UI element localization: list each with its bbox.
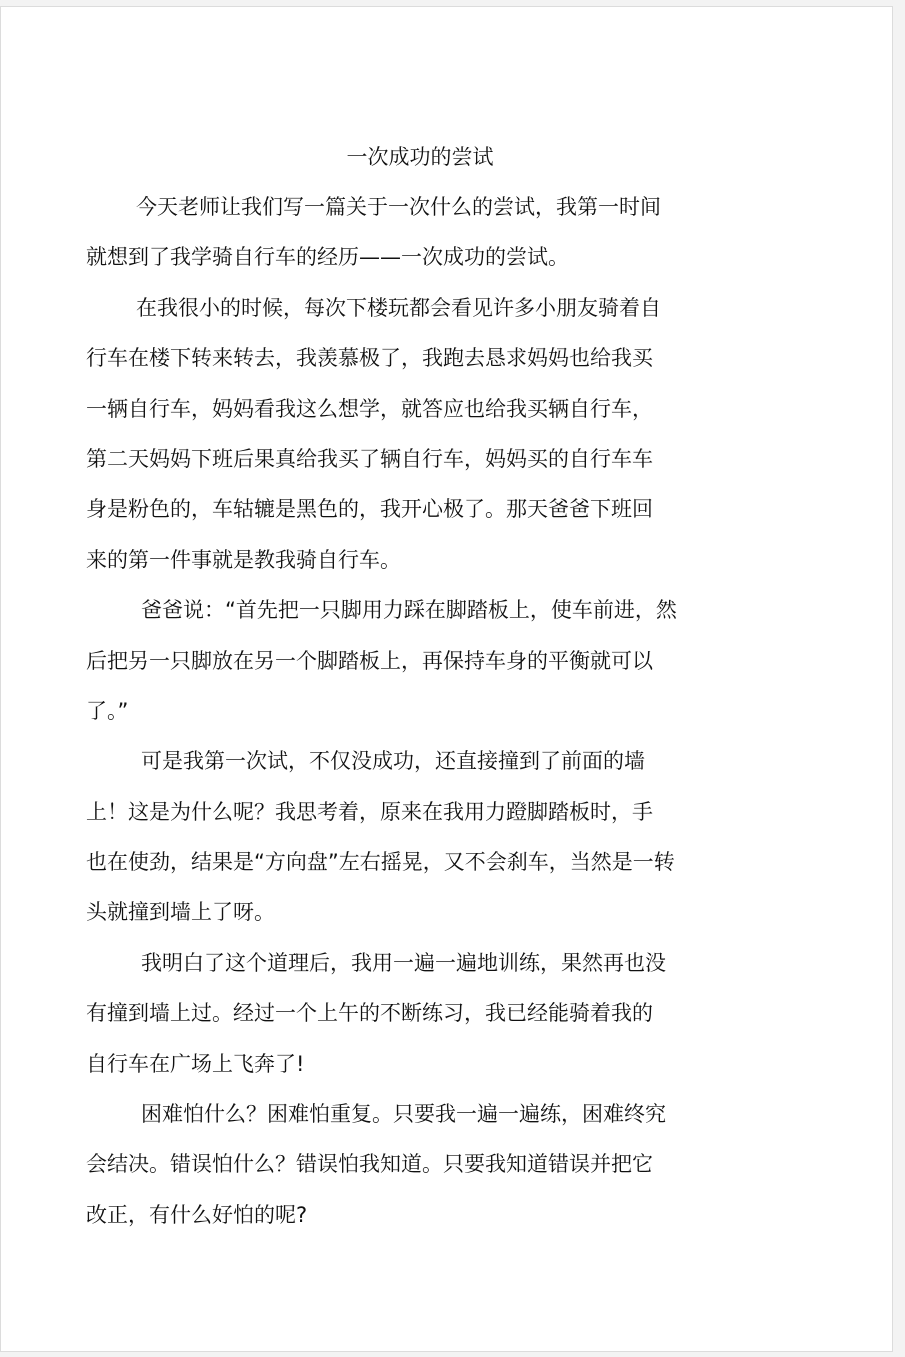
text-line: 会结决。错误怕什么？错误怕我知道。只要我知道错误并把它 [86,1152,653,1177]
text-line: 今天老师让我们写一篇关于一次什么的尝试，我第一时间 [136,195,661,219]
text-line: 也在使劲，结果是“方向盘”左右摇晃，又不会刹车，当然是一转 [86,850,675,875]
document-page [0,6,893,1352]
text-line: 自行车在广场上飞奔了! [86,1051,305,1076]
paragraph-4 [86,736,756,938]
paragraph-2 [86,283,756,585]
text-line: 后把另一只脚放在另一个脚踏板上，再保持车身的平衡就可以 [86,648,653,673]
text-line: 困难怕什么？困难怕重复。只要我一遍一遍练，困难终究 [141,1102,666,1127]
text-line: 行车在楼下转来转去，我羡慕极了，我跑去恳求妈妈也给我买 [86,346,653,371]
paragraph-6 [86,1089,756,1240]
text-line: 身是粉色的，车轱辘是黑色的，我开心极了。那天爸爸下班回 [86,497,653,522]
text-line: 可是我第一次试，不仅没成功，还直接撞到了前面的墙 [141,749,645,774]
text-line: 就想到了我学骑自行车的经历——一次成功的尝试。 [86,245,569,270]
text-line: 一辆自行车，妈妈看我这么想学，就答应也给我买辆自行车， [86,396,653,421]
paragraph-1 [86,182,756,283]
text-line: 第二天妈妈下班后果真给我买了辆自行车，妈妈买的自行车车 [86,446,653,471]
essay-body [86,132,756,1240]
text-line: 来的第一件事就是教我骑自行车。 [86,547,401,572]
text-line: 上！这是为什么呢？我思考着，原来在我用力蹬脚踏板时，手 [86,799,653,824]
text-line: 在我很小的时候，每次下楼玩都会看见许多小朋友骑着自 [136,295,661,320]
text-line: 了。” [86,698,129,723]
essay-title: 一次成功的尝试 [346,145,494,169]
text-line: 改正，有什么好怕的呢? [86,1202,308,1227]
text-line: 有撞到墙上过。经过一个上午的不断练习，我已经能骑着我的 [86,1001,653,1026]
paragraph-3 [86,585,756,736]
text-line: 我明白了这个道理后，我用一遍一遍地训练，果然再也没 [141,950,666,975]
text-line: 爸爸说：“首先把一只脚用力踩在脚踏板上，使车前进，然 [141,598,677,623]
paragraph-5 [86,938,756,1089]
text-line: 头就撞到墙上了呀。 [86,900,275,925]
